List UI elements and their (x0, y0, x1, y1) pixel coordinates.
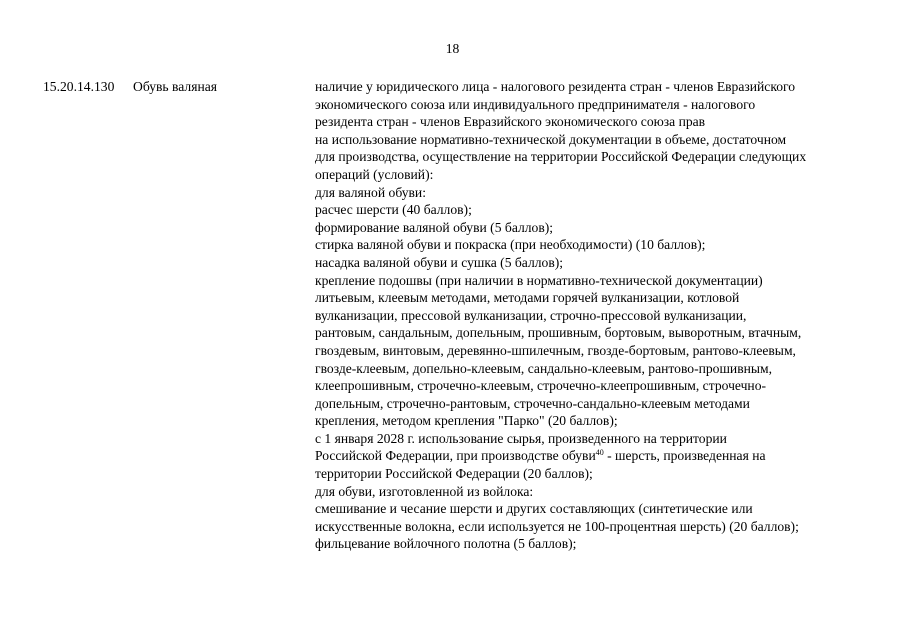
footnote-reference: 40 (595, 448, 604, 458)
text-line: территории Российской Федерации (20 баллов); (315, 466, 593, 482)
text-line: насадка валяной обуви и сушка (5 баллов); (315, 254, 564, 270)
text-line: клеепрошивным, строчечно-клеевым, строчечно-клеепрошивным, строчечно- (315, 378, 767, 394)
requirements-text (315, 78, 900, 553)
text-line-with-footnote (315, 447, 900, 465)
text-line: вулканизации, прессовой вулканизации, строчно-прессовой вулканизации, (315, 307, 747, 323)
text-line: для валяной обуви: (315, 184, 426, 200)
text-line: гвоздевым, винтовым, деревянно-шпилечным, гвоздe-бортовым, рантово-клеевым, (315, 342, 796, 358)
text-line: стирка валяной обуви и покраска (при необходимости) (10 баллов); (315, 237, 706, 253)
text-line: формирование валяной обуви (5 баллов); (315, 219, 554, 235)
text-line: крепления, методом крепления "Парко" (20 баллов); (315, 413, 618, 429)
text-line: для производства, осуществление на территории Российской Федерации следующих (315, 149, 807, 165)
text-line: фильцевание войлочного полотна (5 баллов); (315, 536, 577, 552)
text-segment: Российской Федерации, при производстве обуви (315, 448, 596, 464)
text-line: операций (условий): (315, 166, 434, 182)
text-line: расчес шерсти (40 баллов); (315, 202, 472, 218)
text-line: на использование нормативно-технической документации в объеме, достаточном (315, 131, 787, 147)
text-line: для обуви, изготовленной из войлока: (315, 483, 534, 499)
text-line: наличие у юридического лица - налогового резидента стран - членов Евразийского (315, 79, 796, 94)
text-segment: - шерсть, произведенная на (603, 448, 766, 464)
text-line: смешивание и чесание шерсти и других составляющих (синтетические или (315, 501, 753, 517)
text-line: литьевым, клеевым методами, методами горячей вулканизации, котловой (315, 290, 740, 306)
okpd-code: 15.20.14.130 (43, 79, 115, 94)
text-line: резидента стран - членов Евразийского экономического союза прав (315, 114, 706, 130)
text-line: рантовым, сандальным, допельным, прошивным, бортовым, выворотным, втачным, (315, 325, 802, 341)
product-name: Обувь валяная (133, 79, 218, 94)
text-line: крепление подошвы (при наличии в нормативно-технической документации) (315, 272, 763, 288)
page-number: 18 (445, 41, 460, 56)
text-line: искусственные волокна, если используется не 100-процентная шерсть) (20 баллов); (315, 518, 799, 534)
text-line: с 1 января 2028 г. использование сырья, произведенного на территории (315, 430, 727, 446)
text-line: допельным, строчечно-рантовым, строчечно-сандально-клеевым методами (315, 395, 750, 411)
text-line: экономического союза или индивидуального предпринимателя - налогового (315, 96, 756, 112)
text-line: гвоздe-клеевым, допельно-клеевым, сандально-клеевым, рантово-прошивным, (315, 360, 773, 376)
